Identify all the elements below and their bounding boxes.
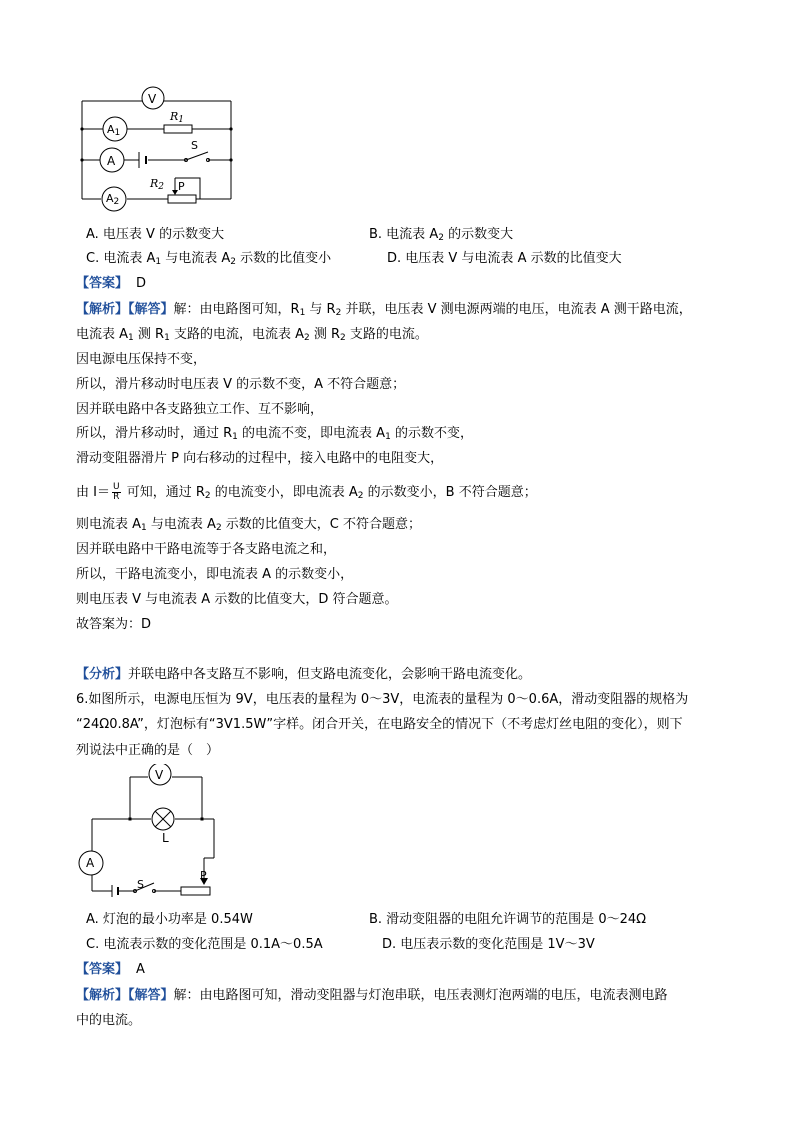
q5-analysis-line-7: 滑动变阻器滑片 P 向右移动的过程中，接入电路中的电阻变大， [76, 451, 444, 466]
q5-option-a: A. 电压表 V 的示数变大 [86, 227, 225, 242]
q6-option-b: B. 滑动变阻器的电阻允许调节的范围是 0～24Ω [369, 912, 647, 927]
q5-option-b: B. 电流表 $A_2$ 的示数变大 [369, 227, 514, 243]
q5-slider-label: P [178, 180, 185, 193]
ohm-law-fraction: $\frac{U}{R}$ [112, 482, 120, 502]
q5-analysis-line-12: 则电压表 V 与电流表 A 示数的比值变大，D 符合题意。 [76, 592, 398, 607]
q5-ammeter-a2-label: $A_2$ [106, 192, 120, 207]
q6-slider-label: P [200, 869, 207, 882]
q6-answer: 【答案】 A [76, 962, 145, 977]
q5-analysis-line-13: 故答案为：D [76, 617, 152, 632]
q6-stem-line-1: 6.如图所示，电源电压恒为 9V，电压表的量程为 0～3V，电流表的量程为 0～0.6A，滑动变阻器的规格为 [76, 692, 689, 707]
q6-analysis-line-1: 【解析】【解答】解：由电路图可知，滑动变阻器与灯泡串联，电压表测灯泡两端的电压，电流表测电路 [76, 988, 668, 1003]
q5-ammeter-a-label: A [107, 154, 116, 168]
q5-analysis-line-9: 则电流表 $A_1$ 与电流表 $A_2$ 示数的比值变大，C 不符合题意； [76, 517, 422, 533]
q5-analysis-line-6: 所以，滑片移动时，通过 $R_1$ 的电流不变，即电流表 $A_1$ 的示数不变， [76, 426, 473, 442]
q6-voltmeter-label: V [155, 768, 164, 782]
q5-fenxi: 【分析】并联电路中各支路互不影响，但支路电流变化，会影响干路电流变化。 [76, 667, 532, 682]
q6-option-c: C. 电流表示数的变化范围是 0.1A～0.5A [86, 937, 323, 952]
q5-analysis-line-11: 所以，干路电流变小，即电流表 A 的示数变小， [76, 567, 354, 582]
q5-switch-label: S [191, 139, 198, 152]
q5-analysis-line-1: 【解析】【解答】解：由电路图可知，$R_1$ 与 $R_2$ 并联，电压表 V 测电源两端的电压，电流表 A 测干路电流， [76, 302, 692, 318]
q6-switch-label: S [137, 878, 144, 891]
q6-lamp-label: L [162, 831, 169, 845]
q6-analysis-line-2: 中的电流。 [76, 1013, 142, 1028]
q6-stem-line-3: 列说法中正确的是（ ） [76, 743, 220, 758]
q5-analysis-line-4: 所以，滑片移动时电压表 V 的示数不变，A 不符合题意； [76, 377, 406, 392]
q6-stem-line-2: “24Ω0.8A”，灯泡标有“3V1.5W”字样。闭合开关，在电路安全的情况下（不考虑灯丝电阻的变化），则下 [76, 717, 683, 732]
q5-option-d: D. 电压表 V 与电流表 A 示数的比值变大 [387, 251, 622, 266]
q5-ammeter-a1-label: $A_1$ [107, 123, 121, 138]
q5-analysis-line-5: 因并联电路中各支路独立工作、互不影响， [76, 402, 324, 417]
q5-analysis-line-10: 因并联电路中干路电流等于各支路电流之和， [76, 542, 337, 557]
q5-r2-label: $R_2$ [150, 177, 165, 192]
q5-analysis-line-2: 电流表 $A_1$ 测 $R_1$ 支路的电流，电流表 $A_2$ 测 $R_2$ 支路的电流。 [76, 327, 428, 343]
q6-option-d: D. 电压表示数的变化范围是 1V～3V [382, 937, 595, 952]
q5-answer: 【答案】 D [76, 276, 147, 291]
q5-voltmeter-label: V [148, 92, 157, 106]
q6-ammeter-label: A [86, 856, 95, 870]
q5-r1-label: $R_1$ [170, 110, 185, 125]
q5-analysis-line-3: 因电源电压保持不变， [76, 352, 207, 367]
q6-option-a: A. 灯泡的最小功率是 0.54W [86, 912, 253, 927]
q5-analysis-line-8: 由 I＝ $\frac{U}{R}$ 可知，通过 $R_2$ 的电流变小，即电流表 $A_2$ 的示数变小，B 不符合题意； [76, 482, 537, 502]
q5-option-c: C. 电流表 $A_1$ 与电流表 $A_2$ 示数的比值变小 [86, 251, 332, 267]
